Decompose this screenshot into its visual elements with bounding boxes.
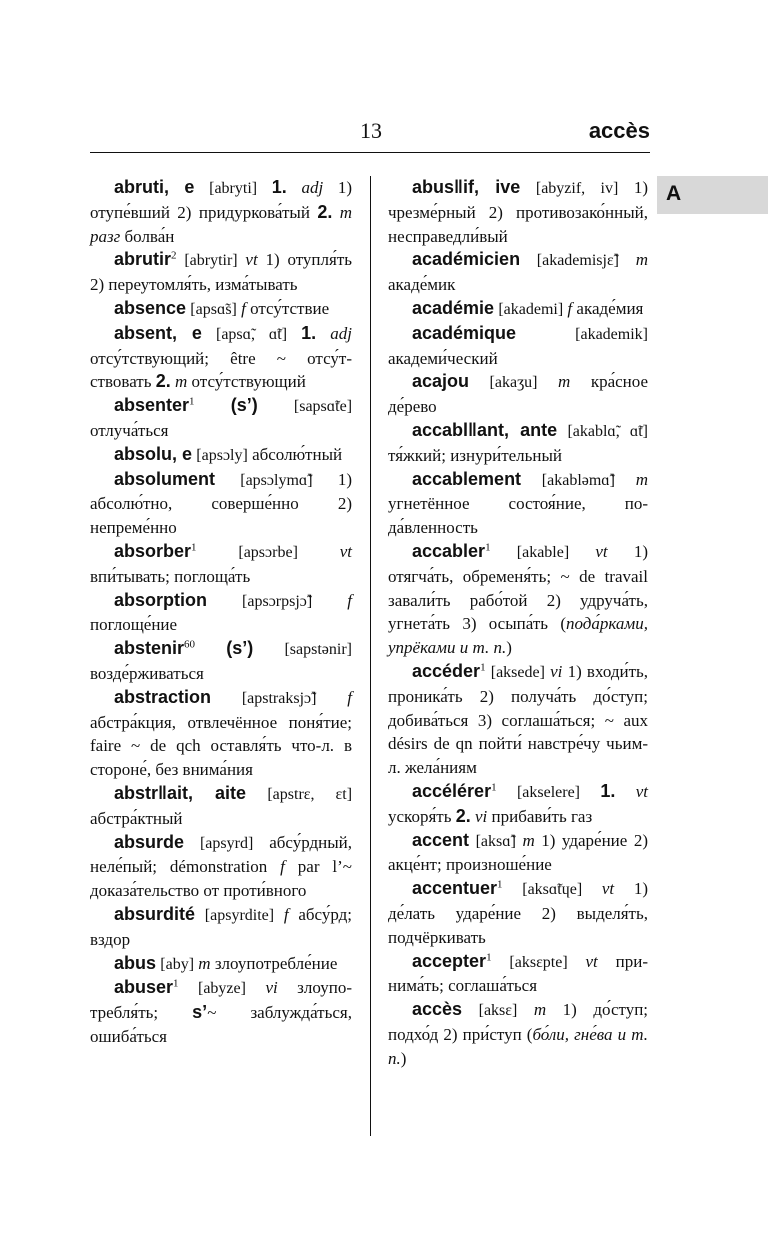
definition-text: абсу́рдный, неле́пый; démonstration: [90, 832, 352, 877]
grammar-label: vt: [339, 541, 353, 561]
sense-number: 1.: [301, 322, 317, 343]
phonetic: [apsɔrbe]: [238, 543, 298, 561]
definition-text: [538, 372, 559, 391]
dictionary-entry: [90, 637, 352, 686]
definition-text: [253, 639, 284, 658]
right-column: [388, 176, 648, 1070]
phonetic: [akabləmɑ̃]: [541, 471, 615, 489]
definition-text: [207, 591, 242, 610]
phonetic: [aksɛpte]: [509, 953, 568, 971]
dictionary-entry: [90, 831, 352, 903]
sense-number: 2.: [455, 805, 471, 826]
phonetic: [akselere]: [516, 783, 580, 801]
grammar-label: vi: [550, 661, 563, 681]
definition-text: абстра́ктный: [90, 808, 183, 828]
definition-text: [197, 542, 239, 561]
definition-text: 1) ударе́ние 2) акце́нт; произноше́ние: [388, 830, 648, 875]
definition-text: принима́ть; соглаша́ться: [388, 951, 648, 996]
headword: accéder: [412, 660, 481, 681]
definition-text: [194, 178, 209, 197]
headword: (s’): [230, 395, 258, 416]
definition-text: 1) входи́ть, проника́ть 2) получа́ть до́ступ; добива́ться 3) соглаша́ться; ~ aux désirs de qn пойти́ навстре́чу чьим-л. жела́ниям: [388, 661, 649, 778]
headword: absolument: [114, 468, 216, 489]
phonetic: [akable]: [516, 543, 570, 561]
headword: abstraction: [114, 686, 212, 707]
definition-text: [258, 396, 294, 415]
grammar-label: f: [347, 590, 353, 610]
dictionary-entry: [90, 686, 352, 782]
headword: accélérer: [412, 780, 492, 801]
definition-text: ): [506, 638, 512, 658]
sense-number: 2.: [155, 371, 171, 392]
conjugation-index: 1: [485, 541, 491, 554]
definition-text: ускоря́ть: [388, 806, 456, 826]
phonetic: [akaʒu]: [489, 374, 538, 392]
definition-text: абстра́кция, отвлечённое поня́тие; faire ~ de qch оставля́ть что-л. в стороне́, без внима́ния: [90, 712, 352, 780]
dictionary-entry: [388, 419, 648, 468]
definition-text: акаде́мия: [572, 298, 644, 318]
dictionary-entry: [90, 297, 352, 322]
grammar-label: f: [347, 687, 352, 707]
dictionary-entry: [388, 998, 648, 1070]
grammar-label: m: [558, 372, 571, 392]
dictionary-entry: [388, 322, 648, 371]
headword: abuser: [114, 977, 174, 998]
thumb-index-letter: A: [666, 182, 682, 205]
conjugation-index: 1: [173, 977, 179, 990]
definition-text: [287, 324, 301, 343]
definition-text: злоупотребля́ть;: [90, 978, 353, 1023]
definition-text: абсолю́тный: [247, 444, 343, 464]
headword: absurde: [114, 831, 185, 852]
definition-text: [580, 782, 600, 801]
phonetic: [aksɑ̃]: [475, 832, 516, 850]
definition-text: 1) отупе́вший 2) придуркова́тый: [90, 178, 353, 222]
definition-text: [491, 542, 517, 561]
definition-text: [215, 470, 240, 489]
sense-number: 1.: [271, 177, 287, 197]
definition-text: [332, 203, 339, 222]
definition-text: академи́ческий: [388, 348, 498, 368]
dictionary-entry: [388, 297, 648, 322]
headword: accent: [412, 829, 470, 850]
grammar-label: m: [533, 1000, 547, 1020]
grammar-label: adj: [330, 323, 352, 343]
grammar-label: бо́ли, гне́ва и т. п.: [388, 1024, 648, 1068]
headword: abus‖if, ive: [412, 177, 521, 197]
headword: abruti, e: [114, 177, 195, 197]
headword: abus: [114, 952, 157, 973]
definition-text: [298, 542, 340, 561]
sense-number: 2.: [317, 201, 333, 222]
definition-text: [503, 879, 523, 898]
grammar-label: f: [241, 298, 246, 318]
phonetic: [akablɑ̃, ɑ̃t]: [567, 422, 649, 440]
definition-text: [557, 421, 567, 440]
headword: absurdité: [114, 903, 196, 924]
dictionary-entry: [388, 829, 648, 878]
dictionary-entry: [90, 394, 352, 443]
grammar-label: vt: [585, 951, 598, 971]
definition-text: [520, 178, 536, 197]
definition-text: 1) отупля́ть 2) переутомля́ть, изма́тывать: [90, 250, 353, 295]
definition-text: [184, 833, 200, 852]
definition-text: [469, 372, 490, 391]
column-divider: [370, 176, 371, 1136]
phonetic: [apsyrdite]: [204, 906, 275, 924]
definition-text: [619, 250, 636, 269]
headword: absence: [114, 297, 187, 318]
grammar-label: пода́рками, упрёками и т. п.: [388, 614, 648, 658]
definition-text: абсу́рд; вздор: [90, 904, 352, 949]
definition-text: [316, 324, 330, 343]
phonetic: [abyze]: [198, 980, 246, 998]
dictionary-entry: [388, 176, 648, 248]
grammar-label: m: [522, 830, 535, 850]
grammar-label: vt: [595, 541, 608, 561]
definition-text: 1) чрезме́рный 2) противозако́нный, несправедли́вый: [388, 178, 648, 246]
definition-text: [569, 542, 595, 561]
definition-text: 1) до́ступ; подхо́д 2) при́ступ (: [388, 1000, 649, 1044]
definition-text: прибави́ть газ: [487, 806, 593, 826]
phonetic: [aksɛ]: [478, 1002, 518, 1020]
dictionary-entry: [90, 322, 352, 394]
running-header: [90, 118, 650, 150]
left-column: [90, 176, 352, 1049]
dictionary-entry: [388, 660, 648, 780]
dictionary-entry: [90, 952, 352, 977]
grammar-label: vi: [265, 978, 278, 998]
dictionary-entry: [90, 976, 352, 1048]
grammar-label: vt: [635, 781, 649, 801]
definition-text: болва́н: [120, 226, 175, 246]
phonetic: [abrytir]: [184, 252, 238, 270]
phonetic: [akademik]: [575, 325, 648, 343]
definition-text: возде́рживаться: [90, 663, 204, 683]
headword: absent, e: [114, 322, 202, 343]
definition-text: кра́сное де́рево: [388, 372, 649, 417]
definition-text: ): [400, 1048, 407, 1068]
definition-text: [492, 952, 510, 971]
definition-text: отсу́тствие: [245, 298, 330, 318]
dictionary-entry: [388, 468, 648, 540]
thumb-index-tab: [657, 176, 768, 214]
phonetic: [apsɑ̃, ɑ̃t]: [216, 325, 288, 343]
definition-text: 1) отягча́ть, обременя́ть; ~ de travail завали́ть рабо́той 2) удруча́ть, угнета́ть 3) осыпа́ть (: [388, 541, 649, 634]
phonetic: [apsɔly]: [196, 446, 248, 464]
headword: accentuer: [412, 878, 498, 899]
headword: accabl‖ant, ante: [412, 419, 558, 440]
definition-text: [582, 879, 602, 898]
phonetic: [apsyrd]: [199, 834, 254, 852]
definition-text: [316, 688, 347, 707]
definition-text: [517, 1000, 534, 1019]
phonetic: [apstraksjɔ̃]: [241, 689, 317, 707]
headword: accabler: [412, 540, 486, 561]
definition-text: [179, 978, 198, 997]
phonetic: [abryti]: [209, 180, 258, 197]
headword: accepter: [412, 950, 487, 971]
page-number: 13: [360, 118, 382, 143]
grammar-label: m: [198, 953, 211, 973]
phonetic: [aksede]: [490, 663, 545, 681]
definition-text: [195, 905, 205, 924]
definition-text: [246, 784, 267, 803]
headword: accablement: [412, 468, 522, 489]
definition-text: ~ заблужда́ться, ошиба́ться: [90, 1003, 352, 1046]
phonetic: [sapsɑ̃te]: [293, 398, 353, 416]
headword: (s’): [226, 638, 254, 659]
dictionary-entry: [90, 468, 352, 540]
conjugation-index: 1: [189, 395, 195, 408]
definition-text: [521, 470, 542, 489]
phonetic: [apsɔrpsjɔ̃]: [242, 592, 313, 610]
headword: abstenir: [114, 638, 185, 659]
definition-text: [287, 178, 302, 197]
dictionary-entry: [90, 540, 352, 589]
headword: abstr‖ait, aite: [114, 782, 247, 803]
grammar-label: vi: [474, 806, 488, 826]
conjugation-index: 1: [480, 661, 486, 674]
phonetic: [abyzif, iv]: [535, 180, 619, 197]
definition-text: [516, 324, 575, 343]
definition-text: 1) де́лать ударе́ние 2) выделя́ть, подчёркивать: [388, 879, 648, 947]
conjugation-index: 2: [171, 249, 177, 262]
definition-text: [202, 324, 216, 343]
dictionary-entry: [90, 443, 352, 468]
grammar-label: f: [283, 904, 289, 924]
headword: accès: [412, 999, 463, 1020]
grammar-label: vt: [601, 879, 615, 899]
dictionary-entry: [388, 248, 648, 297]
definition-text: угнетённое состоя́ние, пода́вленность: [388, 494, 648, 538]
phonetic: [akademisjɛ̃]: [536, 252, 620, 270]
grammar-label: f: [280, 857, 285, 877]
grammar-label: m разг: [90, 202, 352, 246]
phonetic: [apsɑ̃s]: [190, 300, 237, 318]
headword: abrutir: [114, 249, 172, 270]
definition-text: злоупотребле́ние: [210, 953, 338, 973]
definition-text: 1) абсолю́тно, соверше́нно 2) непреме́нно: [90, 469, 352, 538]
conjugation-index: 1: [491, 781, 497, 794]
definition-text: [257, 178, 272, 197]
conjugation-index: 1: [191, 541, 197, 554]
header-rule: [90, 152, 650, 153]
grammar-label: adj: [301, 178, 324, 197]
dictionary-entry: [90, 782, 352, 831]
definition-text: [195, 639, 226, 658]
headword: acajou: [412, 371, 470, 392]
definition-text: впи́тывать; поглоща́ть: [90, 566, 251, 586]
headword: absolu, e: [114, 443, 193, 464]
definition-text: [520, 250, 537, 269]
headword: absorber: [114, 540, 192, 561]
definition-text: [211, 688, 242, 707]
headword: académique: [412, 322, 517, 343]
headword: académicien: [412, 249, 521, 270]
phonetic: [akademi]: [498, 300, 564, 318]
sense-number: 1.: [600, 780, 616, 801]
phonetic: [aksɑ̃tɥe]: [522, 881, 583, 899]
conjugation-index: 1: [486, 950, 492, 963]
definition-text: тя́жкий; изнури́тельный: [388, 445, 563, 465]
headword: s’: [192, 1002, 208, 1023]
headword: académie: [412, 297, 495, 318]
definition-text: [274, 905, 284, 924]
dictionary-entry: [90, 589, 352, 638]
conjugation-index: 60: [184, 638, 196, 651]
dictionary-entry: [388, 950, 648, 999]
dictionary-entry: [388, 877, 648, 949]
definition-text: [312, 591, 347, 610]
definition-text: отлуча́ться: [90, 420, 169, 440]
definition-text: par l’~ доказа́тельство от проти́вного: [90, 857, 352, 901]
definition-text: [195, 396, 231, 415]
phonetic: [apsɔlymɑ̃]: [240, 471, 313, 489]
headword: absorption: [114, 589, 207, 610]
conjugation-index: 1: [497, 878, 503, 891]
definition-text: отсу́тствующий: [187, 372, 306, 392]
grammar-label: vt: [245, 250, 258, 270]
definition-text: акаде́мик: [388, 275, 456, 295]
definition-text: [568, 952, 586, 971]
phonetic: [apstrɛ, ɛt]: [267, 785, 353, 803]
dictionary-entry: [90, 903, 352, 952]
grammar-label: m: [635, 469, 648, 489]
dictionary-entry: [90, 176, 352, 248]
definition-text: [462, 1000, 479, 1019]
grammar-label: m: [175, 372, 188, 392]
dictionary-entry: [90, 248, 352, 297]
definition-text: [246, 978, 265, 997]
definition-text: поглоще́ние: [90, 615, 178, 635]
dictionary-entry: [388, 540, 648, 660]
definition-text: [497, 782, 517, 801]
phonetic: [aby]: [160, 955, 195, 973]
dictionary-entry: [388, 780, 648, 829]
definition-text: [615, 782, 635, 801]
grammar-label: f: [567, 298, 573, 318]
guide-word: accès: [588, 118, 650, 143]
dictionary-entry: [388, 370, 648, 419]
headword: absenter: [114, 395, 190, 416]
grammar-label: m: [635, 250, 648, 270]
definition-text: отсу́тствующий; être ~ отсу́тствовать: [90, 348, 352, 392]
phonetic: [sapstənir]: [284, 641, 352, 659]
definition-text: [615, 470, 636, 489]
